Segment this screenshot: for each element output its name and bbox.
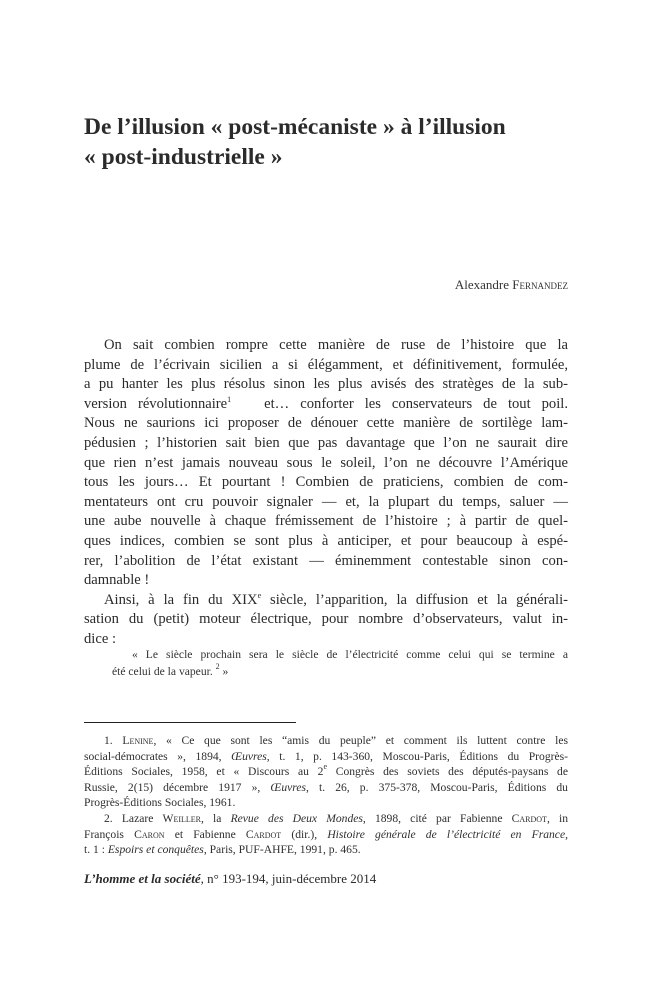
body-line: plume de l’écrivain sicilien a si élégamment, et définitivement, formulée, <box>84 356 568 373</box>
footnote-line: Progrès-Éditions Sociales, 1961. <box>84 796 236 810</box>
footnote-line: Éditions Sociales, 1958, et « Discours au 2e Congrès des soviets des députés-paysans de <box>84 762 568 779</box>
author-first-name: Alexandre <box>454 277 510 292</box>
footnote-line: t. 1 : Espoirs et conquêtes, Paris, PUF-AHFE, 1991, p. 465. <box>84 843 361 857</box>
article-title <box>84 112 568 172</box>
author-last-name: Fernandez <box>512 277 568 292</box>
body-line: que rien n’est jamais nouveau sous le soleil, l’on ne découvre l’Amérique <box>84 454 568 471</box>
journal-name: L’homme et la société <box>84 871 201 886</box>
body-text <box>84 336 568 650</box>
block-quote <box>112 646 568 680</box>
body-line: tous les jours… Et pourtant ! Combien de praticiens, combien de com- <box>84 474 568 491</box>
footnote-ref-2[interactable]: 2 <box>215 662 220 671</box>
journal-footer <box>84 871 376 887</box>
body-line: sation du (petit) moteur électrique, pour nombre d’observateurs, valut in- <box>84 611 568 628</box>
footnote-2: 2. Lazare Weiller, la Revue des Deux Mondes, 1898, cité par Fabienne Cardot, in <box>104 811 568 825</box>
footnote-line: social-démocrates », 1894, Œuvres, t. 1, p. 143-360, Moscou-Paris, Éditions du Progrès- <box>84 749 569 763</box>
quote-line: « Le siècle prochain sera le siècle de l’électricité comme celui qui se termine a <box>132 648 568 661</box>
journal-issue: , n° 193-194, juin-décembre 2014 <box>200 871 377 886</box>
footnote-separator <box>84 722 296 723</box>
body-line: une aube nouvelle à chaque frémissement de l’histoire ; à partir de quel- <box>84 513 568 530</box>
body-line: version révolutionnaire$^1$ et… conforter les conservateurs de tout poil. <box>84 394 568 412</box>
footnote-ref-1[interactable]: 1 <box>227 394 232 404</box>
quote-line: été celui de la vapeur. $^2$ » <box>112 662 229 678</box>
body-line: ques indices, combien se sont plus à anticiper, et pour beaucoup à espé- <box>84 532 568 549</box>
footnote-1: 1. Lenine, « Ce que sont les “amis du peuple” et comment ils luttent contre les <box>104 734 568 747</box>
body-line: Nous ne saurions ici proposer de dénouer cette manière de sortilège lam- <box>84 415 568 432</box>
footnote-line: François Caron et Fabienne Cardot (dir.), Histoire générale de l’électricité en France, <box>84 827 569 841</box>
body-line: damnable ! <box>84 572 150 589</box>
body-line: a pu hanter les plus résolus sinon les plus avisés des stratèges de la sub- <box>84 376 568 393</box>
body-line: pédusien ; l’historien sait bien que pas davantage que l’on ne saurait dire <box>84 434 568 451</box>
body-line: dice : <box>84 630 117 647</box>
footnote-line: Russie, 2(15) décembre 1917 », Œuvres, t. 26, p. 375-378, Moscou-Paris, Éditions du <box>84 780 568 794</box>
body-line: On sait combien rompre cette manière de ruse de l’histoire que la <box>104 337 568 353</box>
title-line-2: « post-industrielle » <box>84 144 283 170</box>
body-line: mentateurs ont cru pouvoir signaler — et, la plupart du temps, saluer — <box>84 493 568 510</box>
author-byline <box>455 277 568 293</box>
title-line-1: De l’illusion « post-mécaniste » à l’illusion <box>84 114 506 140</box>
body-line: Ainsi, à la fin du XIXe siècle, l’apparition, la diffusion et la générali- <box>104 590 568 608</box>
footnotes <box>84 733 568 858</box>
body-line: rer, l’abolition de l’état existant — éminemment contestable sinon con- <box>84 552 568 569</box>
